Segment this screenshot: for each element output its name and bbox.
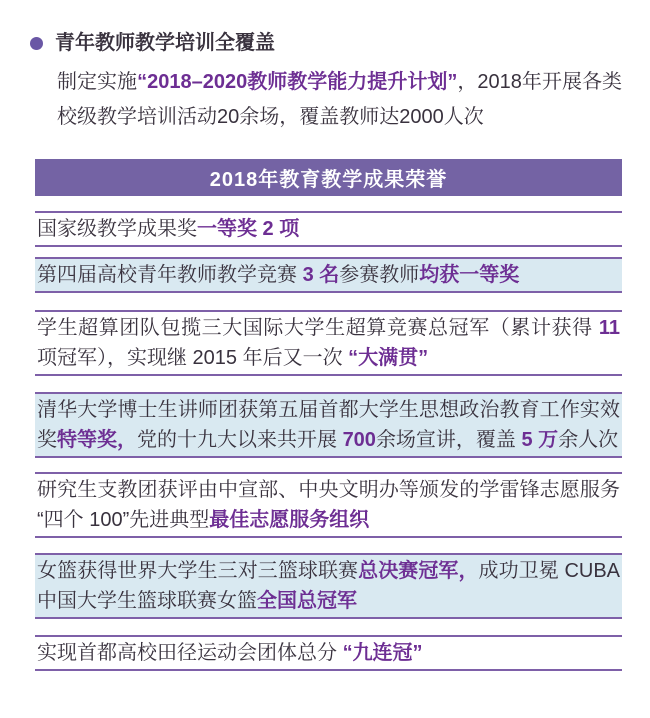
plain-text: 女篮获得世界大学生三对三篮球联赛 xyxy=(37,560,359,582)
plain-text: 研究生支教团获评由中宣部、中央文明办等颁发的学雷锋志愿服务“四个 100”先进典型 xyxy=(37,479,620,531)
emphasis-text: 全国总冠军 xyxy=(257,590,357,612)
plain-text: 清华大学博士生讲师团获第五届首都大学生思想政治教育工作实效奖 xyxy=(37,399,620,451)
plain-text: 实现首都高校田径运动会团体总分 xyxy=(37,642,343,664)
emphasis-text: 均获一等奖 xyxy=(419,264,520,286)
emphasis-text: “九连冠” xyxy=(342,642,423,664)
plain-text: 余场宣讲，覆盖 xyxy=(375,429,522,451)
plain-text: 党的十九大以来共开展 xyxy=(137,429,343,451)
report-page xyxy=(0,30,650,718)
emphasis-text: “大满贯” xyxy=(348,347,429,369)
circle-bullet-icon xyxy=(30,37,43,50)
honors-table-header xyxy=(35,159,622,196)
honor-row-5 xyxy=(35,472,622,538)
plain-text: 参赛教师 xyxy=(339,264,420,286)
plain-text: ，2018年开展各类校级教学培训活动20余场，覆盖教师达2000人次 xyxy=(57,71,623,128)
emphasis-text: 一等奖 2 项 xyxy=(197,218,300,240)
plain-text: 余人次 xyxy=(558,429,619,451)
plain-text: 国家级教学成果奖 xyxy=(37,218,197,240)
honor-row-6 xyxy=(35,553,622,619)
emphasis-text: “2018–2020教师教学能力提升计划” xyxy=(137,71,458,93)
section-heading xyxy=(30,30,622,56)
plain-text: 学生超算团队包揽三大国际大学生超算竞赛总冠军（累计获得 xyxy=(37,317,599,339)
honors-table xyxy=(35,211,622,671)
plain-text: 成功卫冕 CUBA 中国大学生篮球联赛女篮 xyxy=(37,560,621,612)
emphasis-text: 最佳志愿服务组织 xyxy=(209,509,370,531)
honor-row-2 xyxy=(35,257,622,293)
plain-text: 项冠军），实现继 2015 年后又一次 xyxy=(37,347,349,369)
honor-row-4 xyxy=(35,392,622,458)
plain-text: 制定实施 xyxy=(57,71,138,93)
section-heading-text: 青年教师教学培训全覆盖 xyxy=(55,32,275,54)
emphasis-text: 特等奖， xyxy=(57,429,137,451)
honor-row-1 xyxy=(35,211,622,247)
emphasis-text: 3 名 xyxy=(302,264,340,286)
honors-table-header-text: 2018年教育教学成果荣誉 xyxy=(209,169,448,191)
emphasis-text: 总决赛冠军， xyxy=(358,560,479,582)
emphasis-text: 5 万 xyxy=(521,429,559,451)
honor-row-3 xyxy=(35,310,622,376)
emphasis-text: 700 xyxy=(342,429,376,451)
honor-row-7 xyxy=(35,635,622,671)
plain-text: 第四届高校青年教师教学竞赛 xyxy=(37,264,303,286)
intro-paragraph xyxy=(57,65,622,135)
emphasis-text: 11 xyxy=(598,317,620,339)
